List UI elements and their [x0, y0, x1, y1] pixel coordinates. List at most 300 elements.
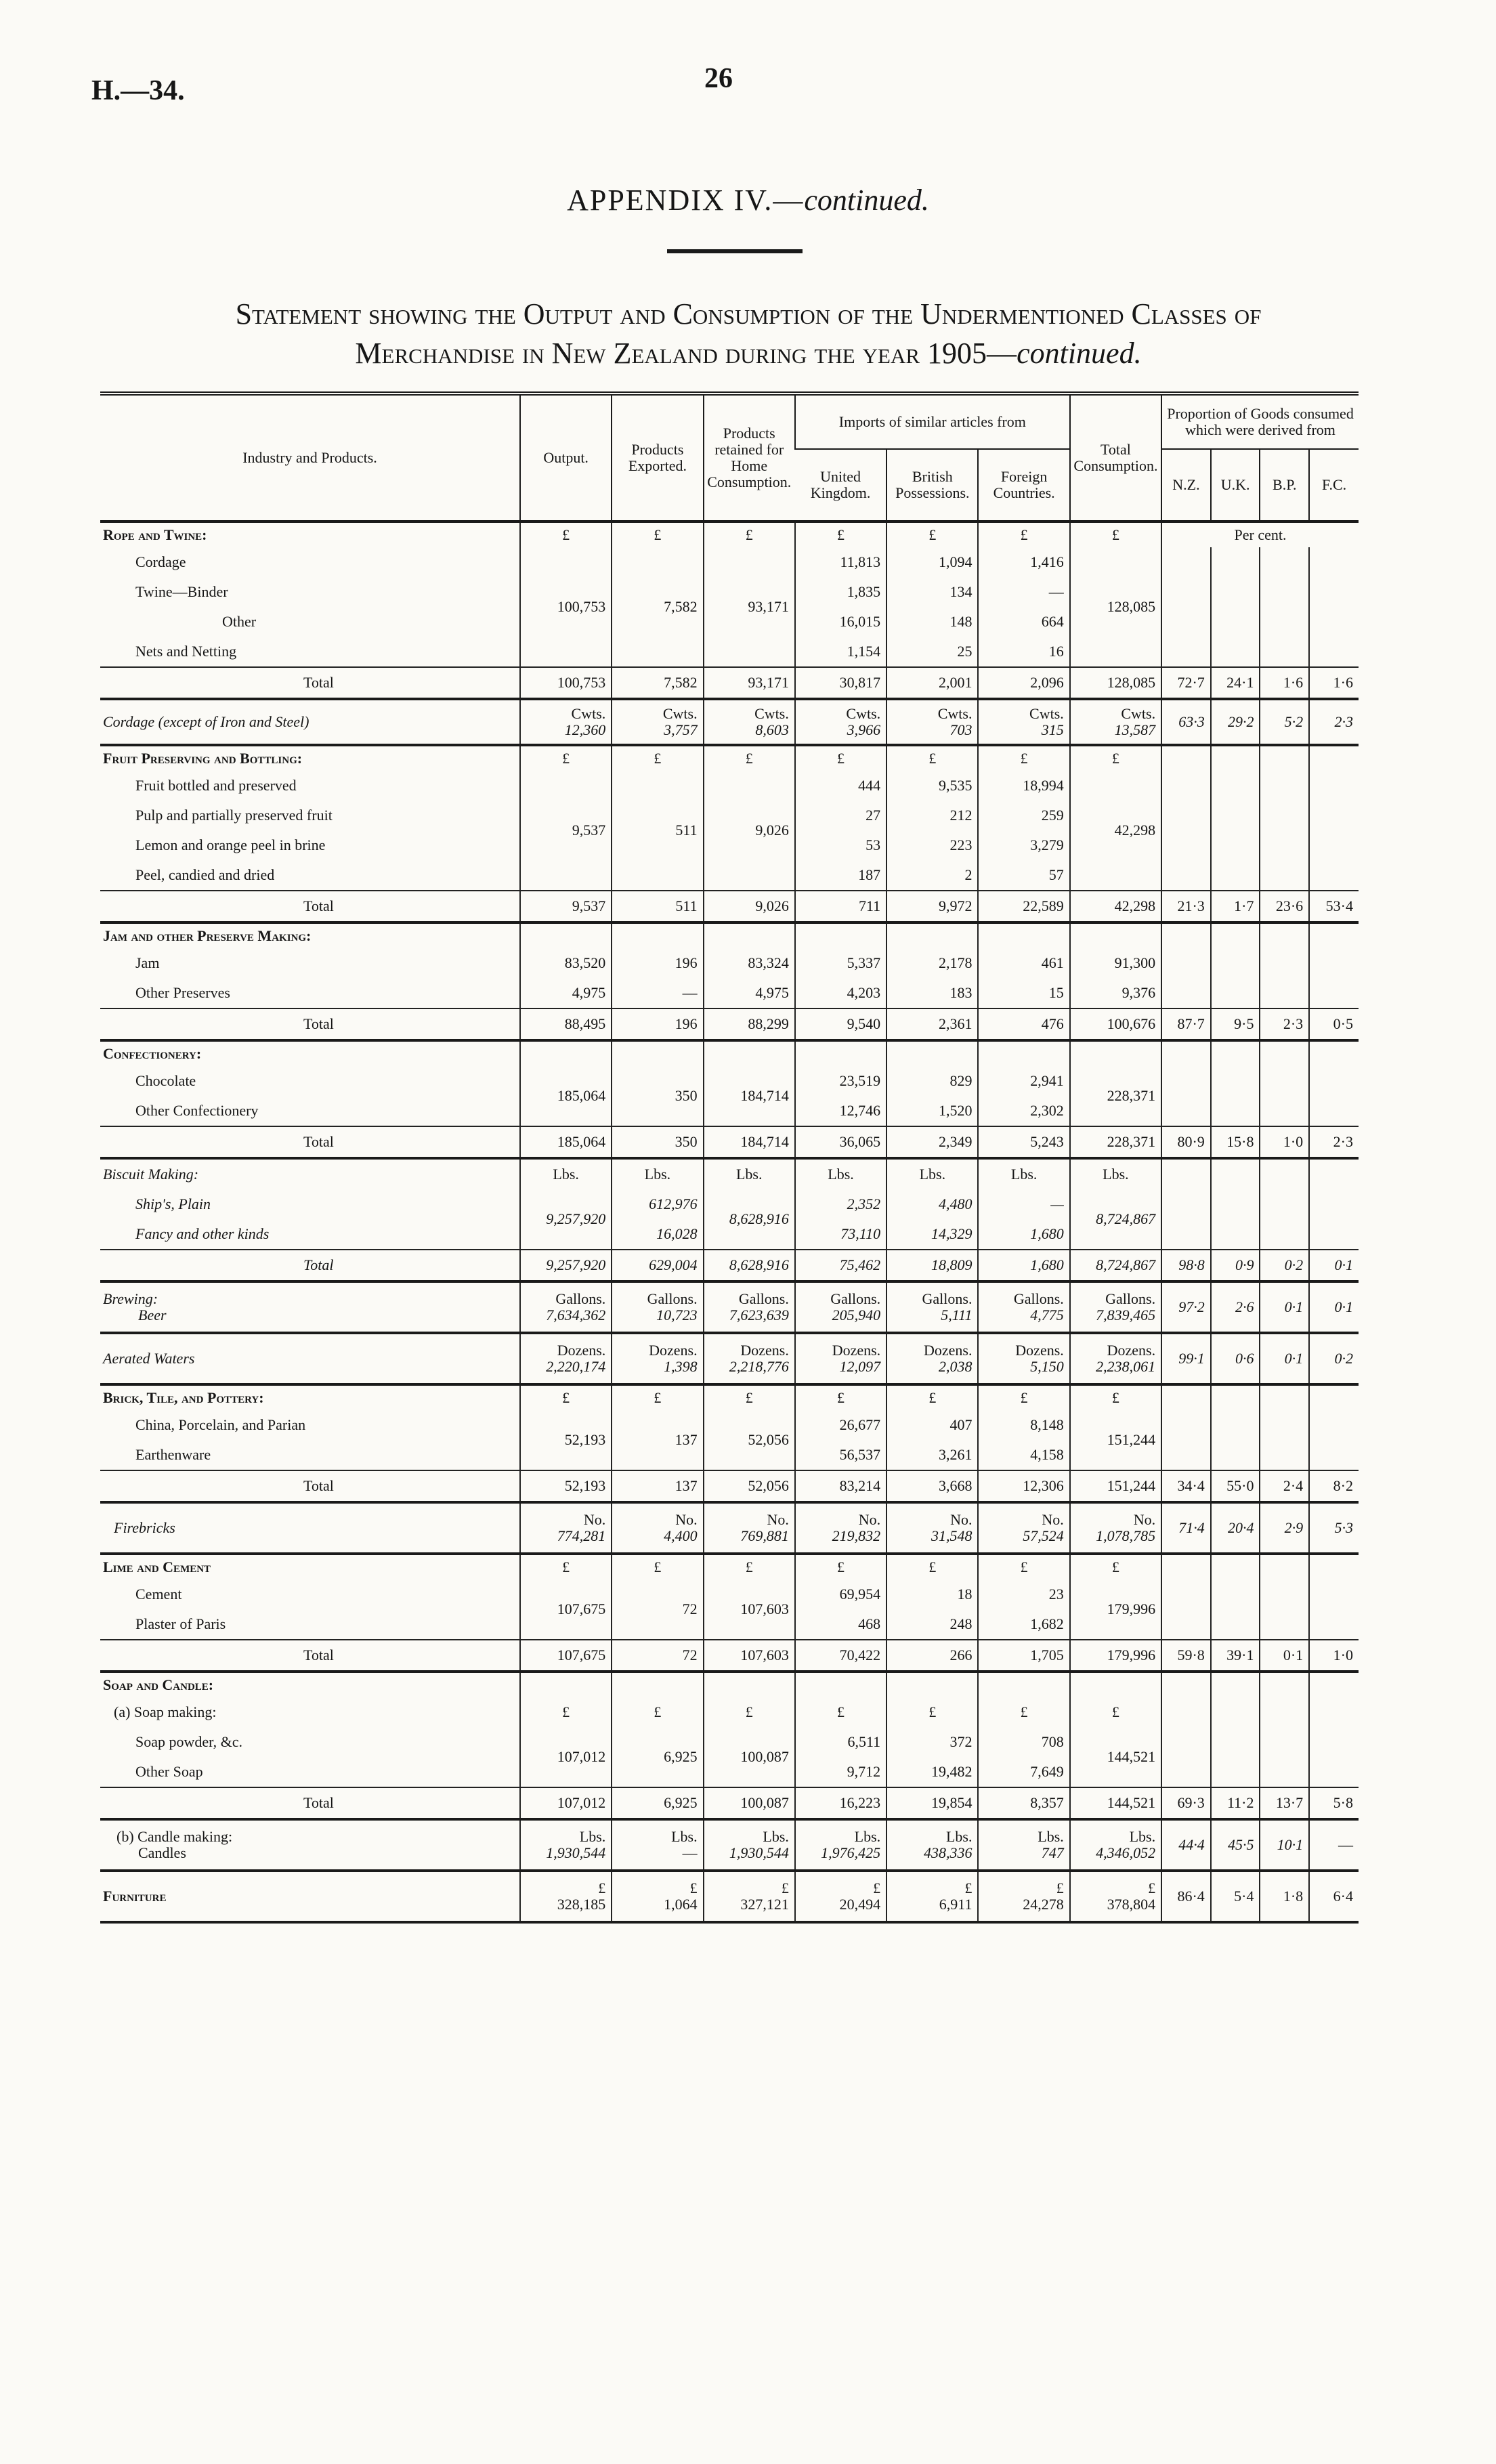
- total-retained: 184,714: [704, 1126, 795, 1158]
- total-bp: 2,001: [886, 667, 978, 699]
- uk-value: 3,966: [847, 721, 881, 738]
- bp-value: 19,482: [886, 1757, 978, 1787]
- total-value: 7,839,465: [1096, 1307, 1156, 1323]
- combined-exported: 72: [612, 1579, 703, 1640]
- unit-cell: £: [612, 745, 703, 771]
- exported-value: 1,064: [664, 1896, 698, 1913]
- total-uk: 30,817: [795, 667, 886, 699]
- fc-value: 57,524: [1023, 1527, 1064, 1544]
- unit-label: Cwts.: [1029, 705, 1064, 722]
- pct-nz: 72·7: [1161, 667, 1211, 699]
- statement-line-2: Merchandise in New Zealand during the year 1905—: [355, 337, 1017, 370]
- uk-value: 219,832: [832, 1527, 881, 1544]
- pct-fc: —: [1309, 1819, 1359, 1871]
- item-name: Peel, candied and dried: [135, 866, 275, 883]
- pct-bp: 0·1: [1260, 1333, 1309, 1384]
- unit-label: Cwts.: [571, 705, 606, 722]
- pct-bp: 2·4: [1260, 1470, 1309, 1502]
- output-value: 4,975: [520, 978, 612, 1008]
- statement-line-1: Statement showing the Output and Consumption of the Undermentioned Classes of: [235, 297, 1262, 331]
- unit-cell: £: [520, 1554, 612, 1579]
- exported-value: —: [682, 1844, 698, 1861]
- total-retained: 8,628,916: [704, 1250, 795, 1281]
- lime-heading-row: [100, 1554, 1359, 1579]
- soap-heading: Soap and Candle:: [103, 1676, 214, 1693]
- unit-label: Lbs.: [945, 1828, 973, 1845]
- bp-value: 183: [886, 978, 978, 1008]
- unit-cell: £: [795, 1697, 886, 1727]
- output-value: 12,360: [564, 721, 606, 738]
- unit-cell: Lbs.: [612, 1158, 703, 1189]
- pct-uk: 45·5: [1211, 1819, 1260, 1871]
- bp-value: 5,111: [941, 1307, 973, 1323]
- unit-cell: Lbs.: [978, 1158, 1069, 1189]
- total-uk: 70,422: [795, 1640, 886, 1672]
- total-consumption: 100,676: [1070, 1008, 1161, 1040]
- bp-value: 3,261: [886, 1440, 978, 1470]
- total-consumption: 42,298: [1070, 891, 1161, 922]
- unit-cell: £: [520, 1384, 612, 1410]
- combined-total: 228,371: [1070, 1066, 1161, 1126]
- fc-value: 461: [978, 948, 1069, 978]
- pct-fc: 5·8: [1309, 1787, 1359, 1819]
- cordage-row: [100, 699, 1359, 745]
- pct-uk: 9·5: [1211, 1008, 1260, 1040]
- fc-value: —: [978, 577, 1069, 607]
- unit-label: Dozens.: [923, 1342, 973, 1359]
- table-row: [100, 547, 1359, 577]
- uk-value: 5,337: [795, 948, 886, 978]
- brick-heading-row: [100, 1384, 1359, 1410]
- pct-uk: 29·2: [1211, 699, 1260, 745]
- bp-value: 134: [886, 577, 978, 607]
- bp-value: 703: [949, 721, 973, 738]
- exported-value: 16,028: [612, 1219, 703, 1250]
- total-value: 1,078,785: [1096, 1527, 1156, 1544]
- unit-label: Lbs.: [1129, 1828, 1156, 1845]
- retained-value: 4,975: [704, 978, 795, 1008]
- fc-value: 2,302: [978, 1096, 1069, 1126]
- fc-value: —: [978, 1189, 1069, 1219]
- item-name: China, Porcelain, and Parian: [135, 1416, 306, 1433]
- exported-value: 10,723: [656, 1307, 698, 1323]
- uk-value: 1,976,425: [821, 1844, 881, 1861]
- total-row: [100, 891, 1359, 922]
- unit-cell: £: [886, 522, 978, 547]
- unit-cell: £: [886, 1697, 978, 1727]
- unit-cell: Lbs.: [520, 1158, 612, 1189]
- combined-total: 179,996: [1070, 1579, 1161, 1640]
- brewing-heading: Brewing:: [103, 1290, 158, 1307]
- total-row: [100, 1250, 1359, 1281]
- item-name: Fancy and other kinds: [135, 1225, 270, 1242]
- jam-heading: Jam and other Preserve Making:: [103, 927, 312, 944]
- total-bp: 266: [886, 1640, 978, 1672]
- uk-value: 1,154: [795, 637, 886, 667]
- candle-heading: (b) Candle making:: [116, 1828, 233, 1845]
- exported-value: 3,757: [664, 721, 698, 738]
- combined-exported: 7,582: [612, 547, 703, 667]
- uk-value: 11,813: [795, 547, 886, 577]
- total-bp: 19,854: [886, 1787, 978, 1819]
- fc-value: 24,278: [1023, 1896, 1064, 1913]
- item-name: Chocolate: [135, 1072, 196, 1089]
- unit-cell: £: [978, 1697, 1069, 1727]
- pct-uk: 2·6: [1211, 1281, 1260, 1333]
- unit-label: Cwts.: [754, 705, 789, 722]
- exported-value: 4,400: [664, 1527, 698, 1544]
- bp-value: 14,329: [886, 1219, 978, 1250]
- candle-row: [100, 1819, 1359, 1871]
- total-uk: 83,214: [795, 1470, 886, 1502]
- unit-label: Cwts.: [846, 705, 881, 722]
- total-label: Total: [100, 891, 520, 922]
- total-label: Total: [100, 1250, 520, 1281]
- fruit-heading-row: [100, 745, 1359, 771]
- unit-cell: £: [795, 1384, 886, 1410]
- unit-label: No.: [1133, 1511, 1156, 1528]
- pct-fc: 0·5: [1309, 1008, 1359, 1040]
- biscuit-heading: Biscuit Making:: [103, 1166, 199, 1183]
- total-fc: 1,680: [978, 1250, 1069, 1281]
- combined-total: 128,085: [1070, 547, 1161, 667]
- uk-value: 6,511: [795, 1727, 886, 1757]
- total-uk: 711: [795, 891, 886, 922]
- unit-cell: £: [1070, 522, 1161, 547]
- unit-label: Lbs.: [579, 1828, 606, 1845]
- unit-label: Gallons.: [1013, 1290, 1064, 1307]
- unit-label: Gallons.: [738, 1290, 789, 1307]
- total-exported: 511: [612, 891, 703, 922]
- total-row: [100, 1008, 1359, 1040]
- col-united-kingdom: United Kingdom.: [795, 449, 886, 522]
- combined-total: 8,724,867: [1070, 1189, 1161, 1250]
- col-pct-bp: B.P.: [1260, 449, 1309, 522]
- pct-bp: 1·6: [1260, 667, 1309, 699]
- bp-value: 2,178: [886, 948, 978, 978]
- combined-retained: 93,171: [704, 547, 795, 667]
- total-exported: 629,004: [612, 1250, 703, 1281]
- unit-cell: £: [704, 745, 795, 771]
- total-bp: 9,972: [886, 891, 978, 922]
- col-industry: Industry and Products.: [100, 394, 520, 522]
- statement-continued: continued.: [1017, 337, 1142, 370]
- total-output: 88,495: [520, 1008, 612, 1040]
- bp-value: 148: [886, 607, 978, 637]
- appendix-continued: continued.: [804, 184, 929, 217]
- total-retained: 100,087: [704, 1787, 795, 1819]
- item-name: Furniture: [100, 1871, 520, 1922]
- total-label: Total: [100, 667, 520, 699]
- unit-label: £: [1056, 1879, 1064, 1896]
- bp-value: 9,535: [886, 771, 978, 801]
- pct-nz: 97·2: [1161, 1281, 1211, 1333]
- total-bp: 18,809: [886, 1250, 978, 1281]
- total-fc: 1,705: [978, 1640, 1069, 1672]
- unit-cell: £: [1070, 745, 1161, 771]
- unit-label: No.: [767, 1511, 789, 1528]
- bp-value: 25: [886, 637, 978, 667]
- soap-heading-row: [100, 1672, 1359, 1697]
- table-row: [100, 1727, 1359, 1757]
- unit-cell: Lbs.: [704, 1158, 795, 1189]
- unit-label: Dozens.: [740, 1342, 789, 1359]
- total-retained: 107,603: [704, 1640, 795, 1672]
- combined-retained: 52,056: [704, 1410, 795, 1470]
- unit-label: No.: [950, 1511, 973, 1528]
- uk-value: 20,494: [839, 1896, 881, 1913]
- item-name: Firebricks: [100, 1502, 520, 1554]
- bp-value: 1,520: [886, 1096, 978, 1126]
- unit-cell: £: [795, 1554, 886, 1579]
- total-uk: 16,223: [795, 1787, 886, 1819]
- bp-value: 1,094: [886, 547, 978, 577]
- unit-cell: £: [886, 1554, 978, 1579]
- bp-value: 248: [886, 1609, 978, 1640]
- pct-fc: 53·4: [1309, 891, 1359, 922]
- pct-uk: 55·0: [1211, 1470, 1260, 1502]
- merchandise-table: [100, 391, 1359, 1924]
- uk-value: 23,519: [795, 1066, 886, 1096]
- fc-value: 315: [1041, 721, 1064, 738]
- total-label: Total: [100, 1126, 520, 1158]
- per-cent-label: Per cent.: [1161, 522, 1359, 547]
- fc-value: 747: [1041, 1844, 1064, 1861]
- fc-value: 57: [978, 860, 1069, 891]
- fc-value: 18,994: [978, 771, 1069, 801]
- total-fc: 5,243: [978, 1126, 1069, 1158]
- pct-fc: 1·6: [1309, 667, 1359, 699]
- total-retained: 9,026: [704, 891, 795, 922]
- brick-heading: Brick, Tile, and Pottery:: [103, 1389, 264, 1406]
- unit-label: No.: [1042, 1511, 1064, 1528]
- unit-cell: Lbs.: [886, 1158, 978, 1189]
- retained-value: 327,121: [740, 1896, 789, 1913]
- pct-bp: 1·0: [1260, 1126, 1309, 1158]
- total-retained: 52,056: [704, 1470, 795, 1502]
- uk-value: 444: [795, 771, 886, 801]
- unit-cell: Lbs.: [795, 1158, 886, 1189]
- item-name: Cordage (except of Iron and Steel): [100, 699, 520, 745]
- confectionery-heading: Confectionery:: [103, 1045, 202, 1062]
- total-value: 91,300: [1070, 948, 1161, 978]
- unit-cell: £: [795, 522, 886, 547]
- pct-nz: 99·1: [1161, 1333, 1211, 1384]
- unit-label: Cwts.: [937, 705, 973, 722]
- output-value: 1,930,544: [546, 1844, 606, 1861]
- uk-value: 4,203: [795, 978, 886, 1008]
- unit-cell: £: [612, 1554, 703, 1579]
- uk-value: 16,015: [795, 607, 886, 637]
- total-uk: 36,065: [795, 1126, 886, 1158]
- total-output: 185,064: [520, 1126, 612, 1158]
- col-output: Output.: [520, 394, 612, 522]
- pct-uk: 15·8: [1211, 1126, 1260, 1158]
- fc-value: 4,158: [978, 1440, 1069, 1470]
- combined-output: 9,537: [520, 771, 612, 891]
- title-rule: [667, 249, 803, 253]
- total-value: 9,376: [1070, 978, 1161, 1008]
- retained-value: 7,623,639: [729, 1307, 789, 1323]
- item-name: Other Confectionery: [135, 1102, 259, 1119]
- unit-cell: £: [612, 1697, 703, 1727]
- total-retained: 93,171: [704, 667, 795, 699]
- unit-cell: £: [704, 1384, 795, 1410]
- combined-retained: 100,087: [704, 1727, 795, 1787]
- total-output: 107,675: [520, 1640, 612, 1672]
- item-name: Other Soap: [135, 1763, 203, 1780]
- exported-value: 196: [612, 948, 703, 978]
- total-value: 2,238,061: [1096, 1358, 1156, 1375]
- fc-value: 1,416: [978, 547, 1069, 577]
- combined-retained: 184,714: [704, 1066, 795, 1126]
- total-row: [100, 1126, 1359, 1158]
- exported-value: —: [612, 978, 703, 1008]
- unit-cell: £: [612, 1384, 703, 1410]
- statement-heading: [102, 295, 1395, 373]
- total-uk: 9,540: [795, 1008, 886, 1040]
- unit-cell: £: [704, 1554, 795, 1579]
- pct-nz: 98·8: [1161, 1250, 1211, 1281]
- total-bp: 2,349: [886, 1126, 978, 1158]
- table-row: [100, 771, 1359, 801]
- pct-bp: 0·2: [1260, 1250, 1309, 1281]
- combined-exported: 350: [612, 1066, 703, 1126]
- fc-value: 15: [978, 978, 1069, 1008]
- unit-cell: Lbs.: [1070, 1158, 1161, 1189]
- total-row: [100, 1640, 1359, 1672]
- total-output: 52,193: [520, 1470, 612, 1502]
- output-value: 774,281: [557, 1527, 606, 1544]
- total-consumption: 144,521: [1070, 1787, 1161, 1819]
- appendix-title: [0, 183, 1496, 217]
- pct-nz: 21·3: [1161, 891, 1211, 922]
- fc-value: 8,148: [978, 1410, 1069, 1440]
- pct-fc: 6·4: [1309, 1871, 1359, 1922]
- item-name: Plaster of Paris: [135, 1615, 226, 1632]
- pct-uk: 0·6: [1211, 1333, 1260, 1384]
- col-exported: Products Exported.: [612, 394, 703, 522]
- uk-value: 205,940: [832, 1307, 881, 1323]
- output-value: 7,634,362: [546, 1307, 606, 1323]
- fc-value: 23: [978, 1579, 1069, 1609]
- pct-bp: 2·9: [1260, 1502, 1309, 1554]
- retained-value: 769,881: [740, 1527, 789, 1544]
- fc-value: 7,649: [978, 1757, 1069, 1787]
- total-label: Total: [100, 1787, 520, 1819]
- total-bp: 2,361: [886, 1008, 978, 1040]
- uk-value: 468: [795, 1609, 886, 1640]
- combined-retained: 8,628,916: [704, 1189, 795, 1250]
- total-label: Total: [100, 1470, 520, 1502]
- pct-nz: 80·9: [1161, 1126, 1211, 1158]
- uk-value: 1,835: [795, 577, 886, 607]
- unit-cell: £: [520, 522, 612, 547]
- fc-value: 4,775: [1030, 1307, 1064, 1323]
- col-total-consumption: Total Consumption.: [1070, 394, 1161, 522]
- unit-cell: £: [1070, 1554, 1161, 1579]
- pct-nz: 87·7: [1161, 1008, 1211, 1040]
- unit-cell: £: [612, 522, 703, 547]
- unit-cell: £: [978, 745, 1069, 771]
- unit-label: Lbs.: [763, 1828, 789, 1845]
- item-name: Ship's, Plain: [135, 1195, 211, 1212]
- pct-uk: 0·9: [1211, 1250, 1260, 1281]
- unit-label: Lbs.: [854, 1828, 881, 1845]
- unit-cell: £: [704, 522, 795, 547]
- bp-value: 18: [886, 1579, 978, 1609]
- unit-label: Dozens.: [557, 1342, 606, 1359]
- total-output: 107,012: [520, 1787, 612, 1819]
- table-row: [100, 1579, 1359, 1609]
- total-row: [100, 1787, 1359, 1819]
- unit-label: Dozens.: [1015, 1342, 1064, 1359]
- pct-uk: 39·1: [1211, 1640, 1260, 1672]
- pct-fc: 2·3: [1309, 699, 1359, 745]
- combined-retained: 9,026: [704, 771, 795, 891]
- total-label: Total: [100, 1008, 520, 1040]
- pct-bp: 0·1: [1260, 1640, 1309, 1672]
- item-name: Nets and Netting: [135, 643, 237, 660]
- pct-fc: 0·1: [1309, 1250, 1359, 1281]
- pct-bp: 10·1: [1260, 1819, 1309, 1871]
- fruit-heading: Fruit Preserving and Bottling:: [103, 750, 303, 767]
- item-name: Earthenware: [135, 1446, 211, 1463]
- pct-uk: 20·4: [1211, 1502, 1260, 1554]
- total-uk: 75,462: [795, 1250, 886, 1281]
- uk-value: 9,712: [795, 1757, 886, 1787]
- unit-label: £: [598, 1879, 606, 1896]
- pct-bp: 23·6: [1260, 891, 1309, 922]
- unit-label: Dozens.: [649, 1342, 698, 1359]
- total-fc: 22,589: [978, 891, 1069, 922]
- unit-label: Cwts.: [1121, 705, 1156, 722]
- total-label: Total: [100, 1640, 520, 1672]
- unit-label: Dozens.: [1107, 1342, 1156, 1359]
- fc-value: 1,682: [978, 1609, 1069, 1640]
- col-retained: Products retained for Home Consumption.: [704, 394, 795, 522]
- bp-value: 438,336: [923, 1844, 973, 1861]
- combined-output: 52,193: [520, 1410, 612, 1470]
- unit-label: No.: [583, 1511, 606, 1528]
- fc-value: 664: [978, 607, 1069, 637]
- unit-label: £: [781, 1879, 789, 1896]
- unit-cell: £: [704, 1697, 795, 1727]
- unit-label: Dozens.: [832, 1342, 881, 1359]
- retained-value: 8,603: [755, 721, 789, 738]
- total-bp: 3,668: [886, 1470, 978, 1502]
- item-name: Jam: [135, 954, 160, 971]
- soap-subheading: (a) Soap making:: [114, 1703, 217, 1720]
- combined-output: 100,753: [520, 547, 612, 667]
- biscuit-heading-row: [100, 1158, 1359, 1189]
- total-exported: 196: [612, 1008, 703, 1040]
- bp-value: 223: [886, 830, 978, 860]
- total-exported: 6,925: [612, 1787, 703, 1819]
- unit-label: Gallons.: [1105, 1290, 1156, 1307]
- unit-label: £: [689, 1879, 698, 1896]
- confectionery-heading-row: [100, 1040, 1359, 1066]
- output-value: 83,520: [520, 948, 612, 978]
- exported-value: 612,976: [612, 1189, 703, 1219]
- pct-bp: 5·2: [1260, 699, 1309, 745]
- total-exported: 137: [612, 1470, 703, 1502]
- uk-value: 187: [795, 860, 886, 891]
- uk-value: 69,954: [795, 1579, 886, 1609]
- page-id: H.—34.: [91, 75, 185, 106]
- fc-value: 2,941: [978, 1066, 1069, 1096]
- unit-cell: £: [520, 1697, 612, 1727]
